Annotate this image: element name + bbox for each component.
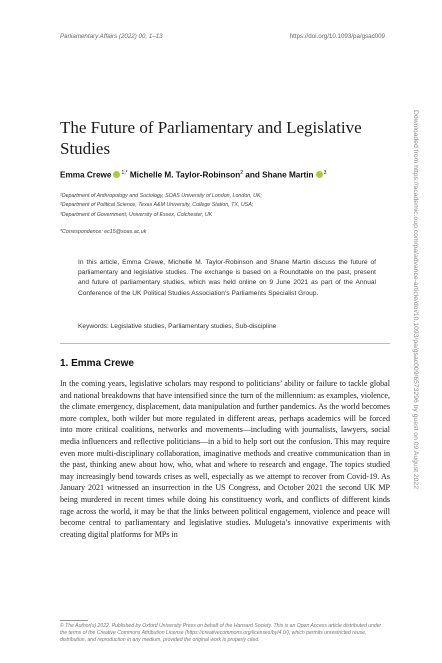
author-name[interactable]: Michelle M. Taylor-Robinson [129,170,241,180]
abstract: In this article, Emma Crewe, Michelle M. Taylor-Robinson and Shane Martin discuss the future of parliamentary and legislative studies. The exchange is based on a Roundtable on the past, present and future of parliamentary studies, which was held online on 9 June 2021 as part of the Annual Conference of the UK Political Studies Association’s Parliaments Specialist Group. [78,259,376,297]
affiliations [60,192,390,220]
author-name[interactable]: Shane Martin [262,170,314,180]
author-superscript: 2 [240,170,244,176]
orcid-icon[interactable] [113,171,120,178]
author-conjunction: and [245,170,260,180]
keywords-label: Keywords: [78,323,109,330]
affiliation: ¹Department of Anthropology and Sociology, SOAS University of London, London, UK; [60,193,262,199]
body-paragraph: In the coming years, legislative scholars may respond to politicians’ ability or failure to tackle global and national breakdowns that have intensified since the turn of the millennium: as examples, violence, the climate emergency, displacement, data manipulation and further pandemics. As the world becomes more complex, both wilder but more regulated in different areas, perhaps academics will be forced into more critical coalitions, networks and movements—including with journalists, lawyers, social media influencers and reflective politicians—in a bid to help sort out the confusion. This may require even more multi-disciplinary collaboration, imaginative methods and creative communication than in the past, thinking anew about how, who, what and where to research and engage. The topics studied may increasingly bend towards crises as well, especially as we attempt to recover from Covid-19. As January 2021 witnessed an insurrection in the US Congress, and October 2021 the second UK MP being murdered in recent times while doing his constituency work, and conflicts of different kinds rage across the world, it may be that the links between political engagement, violence and peace will become central to parliamentary and legislative studies. Mulugeta’s innovative experiments with creating digital platforms for MPs in [60,379,390,539]
running-head [60,33,385,40]
copyright-footer: © The Author(s) 2022. Published by Oxford University Press on behalf of the Hansard Society. This is an Open Access article distributed under the terms of the Creative Commons Attribution License (https://creativecommons.org/licenses/by/4.0/), which permits unrestricted reuse, distribution, and reproduction in any medium, provided the original work is properly cited. [60,623,382,644]
author-list [60,170,400,180]
doi-link[interactable]: https://doi.org/10.1093/pa/gsac009 [289,33,385,40]
keywords [78,323,376,330]
keywords-text: Legislative studies, Parliamentary studies, Sub-discipline [110,323,277,330]
footer-divider [60,620,88,621]
affiliation: ³Department of Government, University of Essex, Colchester, UK [60,211,213,218]
article-title: The Future of Parliamentary and Legislative Studies [60,118,362,158]
orcid-icon[interactable] [316,171,323,178]
author-name[interactable]: Emma Crewe [60,170,112,180]
section-heading: 1. Emma Crewe [60,358,134,369]
author-superscript: 1,* [121,170,128,176]
correspondence-note: *Correspondence: ec15@soas.ac.uk [60,229,147,235]
author-superscript: 3 [323,170,327,176]
affiliation: ²Department of Political Science, Texas A&M University, College Station, TX, USA; [60,202,254,209]
download-watermark: Downloaded from https://academic.oup.com/pa/advance-article/doi/10.1093/pa/gsac009/6573296 by guest on 09 August 2022 [412,110,419,489]
journal-reference: Parliamentary Affairs (2022) 00, 1–13 [60,33,163,40]
section-divider [60,343,390,344]
